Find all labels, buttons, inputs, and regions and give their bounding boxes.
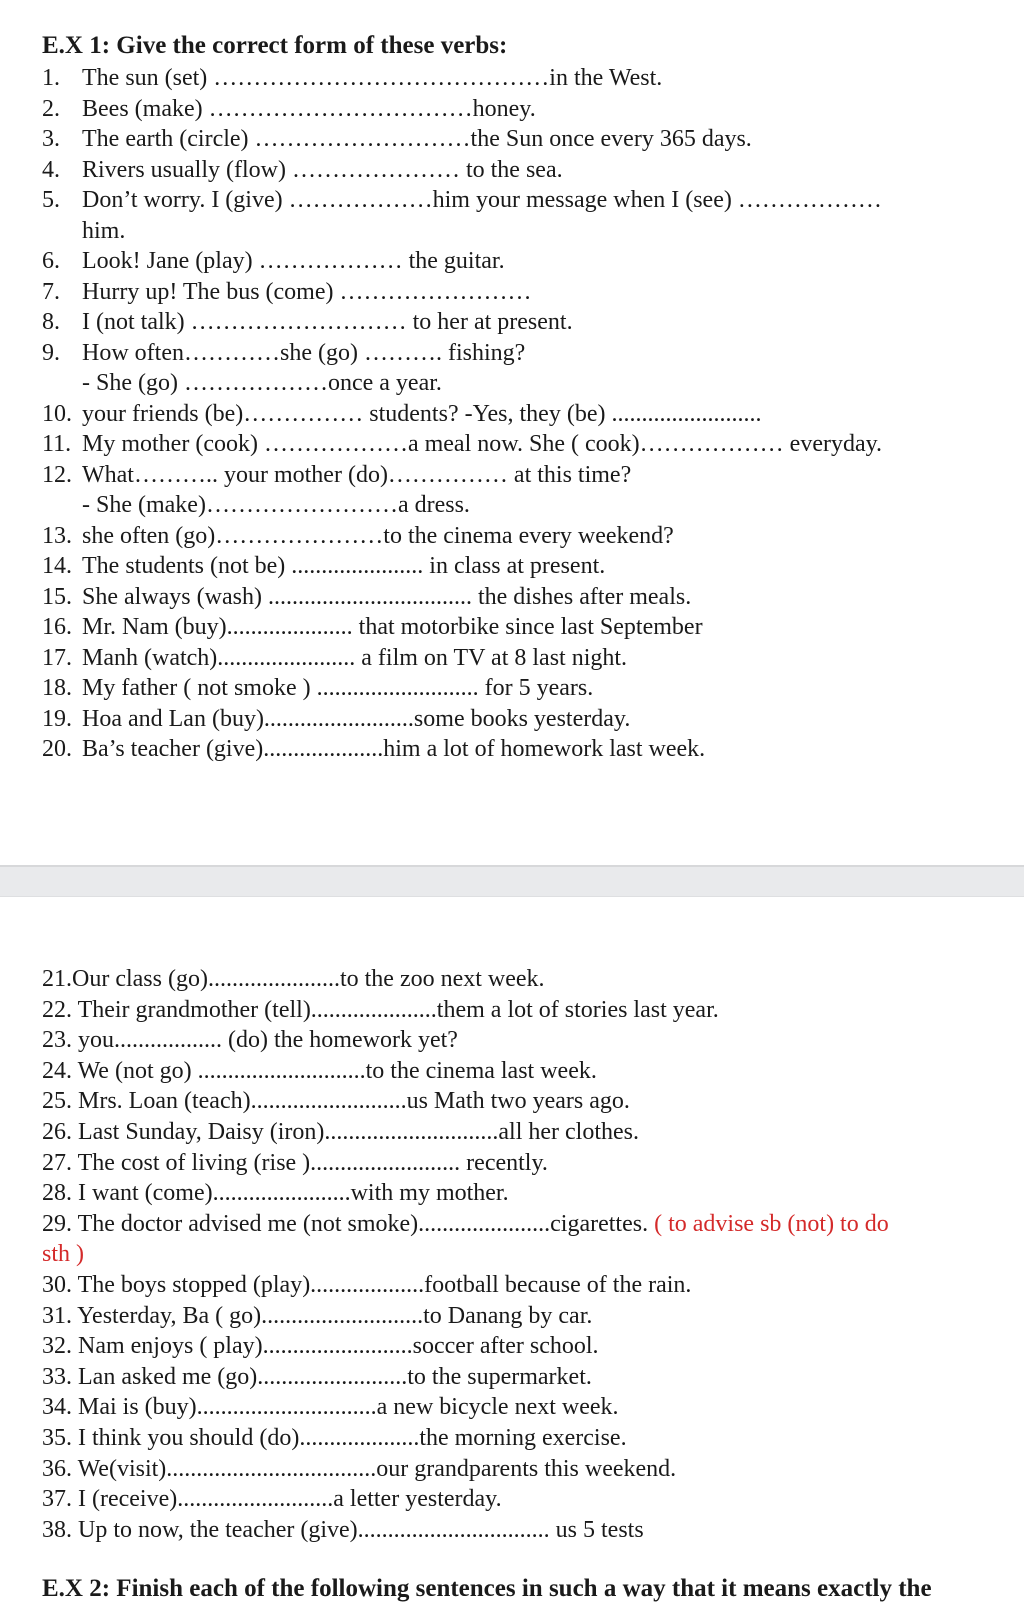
exercise-item: 3. The earth (circle) ………………………the Sun once every 365 days.: [42, 126, 752, 152]
exercise-item: 4. Rivers usually (flow) ………………… to the sea.: [42, 156, 563, 183]
exercise-item: 11. My mother (cook) ………………a meal now. She ( cook)……………… everyday.: [42, 431, 883, 457]
exercise-item: 13. she often (go)…………………to the cinema every weekend?: [42, 522, 674, 549]
exercise-item: 19. Hoa and Lan (buy).........................some books yesterday.: [42, 705, 631, 732]
exercise-item: 38. Up to now, the teacher (give)................................ us 5 tests: [42, 1516, 644, 1543]
exercise-item: him.: [82, 217, 126, 244]
exercise-item: 29. The doctor advised me (not smoke)......................cigarettes. ( to advise sb (not) to do: [42, 1210, 889, 1237]
exercise-item: 5. Don’t worry. I (give) ………………him your message when I (see) ………………: [42, 187, 882, 213]
exercise-item: 30. The boys stopped (play)...................football because of the rain.: [42, 1271, 692, 1298]
exercise-item: 16. Mr. Nam (buy)..................... that motorbike since last September: [42, 614, 703, 640]
exercise-title: E.X 1: Give the correct form of these verbs:: [42, 32, 508, 59]
exercise-item: 12. What……….. your mother (do)…………… at this time?: [42, 461, 632, 488]
exercise-item: 24. We (not go) ............................to the cinema last week.: [42, 1057, 597, 1084]
exercise-item: 9. How often…………she (go) ………. fishing?: [42, 339, 526, 366]
exercise-item: [42, 1239, 1002, 1270]
exercise-item: 27. The cost of living (rise )......................... recently.: [42, 1149, 548, 1176]
exercise-item: 25. Mrs. Loan (teach)..........................us Math two years ago.: [42, 1088, 630, 1115]
page-2: [0, 897, 1024, 1602]
exercise-2-title: E.X 2: Finish each of the following sentences in such a way that it means exactly the: [42, 1575, 932, 1602]
exercise-item: 10. your friends (be)…………… students? -Yes, they (be) .........................: [42, 400, 762, 427]
exercise-item: 36. We(visit)...................................our grandparents this weekend.: [42, 1455, 677, 1482]
exercise-list-1: [42, 63, 1002, 765]
exercise-item: 14. The students (not be) ...................... in class at present.: [42, 553, 606, 579]
exercise-item: 17. Manh (watch)....................... a film on TV at 8 last night.: [42, 644, 628, 671]
page-separator: [0, 865, 1024, 897]
exercise-item: 23. you.................. (do) the homework yet?: [42, 1027, 458, 1054]
exercise-item: 15. She always (wash) .................................. the dishes after meals.: [42, 583, 692, 610]
exercise-item: 37. I (receive)..........................a letter yesterday.: [42, 1486, 502, 1513]
exercise-item: 7. Hurry up! The bus (come) ……………………: [42, 278, 532, 305]
exercise-list-2: [42, 964, 1002, 1545]
exercise-item: 1. The sun (set) ……………………………………in the West.: [42, 65, 663, 91]
exercise-item: 21.Our class (go)......................to the zoo next week.: [42, 966, 545, 992]
exercise-item: 20. Ba’s teacher (give)....................him a lot of homework last week.: [42, 736, 706, 762]
exercise-item: 18. My father ( not smoke ) ........................... for 5 years.: [42, 675, 594, 701]
exercise-item: 33. Lan asked me (go).........................to the supermarket.: [42, 1363, 592, 1390]
exercise-item: 2. Bees (make) ……………………………honey.: [42, 95, 536, 122]
exercise-item: 34. Mai is (buy)..............................a new bicycle next week.: [42, 1394, 619, 1421]
exercise-item: 28. I want (come).......................with my mother.: [42, 1180, 509, 1207]
exercise-item: - She (make)……………………a dress.: [82, 492, 470, 518]
exercise-item: 35. I think you should (do)....................the morning exercise.: [42, 1424, 627, 1451]
exercise-item: 22. Their grandmother (tell).....................them a lot of stories last year.: [42, 996, 719, 1023]
exercise-item: 26. Last Sunday, Daisy (iron).............................all her clothes.: [42, 1118, 640, 1145]
grammar-hint: sth ): [42, 1241, 84, 1268]
exercise-item: - She (go) ………………once a year.: [82, 370, 442, 396]
exercise-item: 8. I (not talk) ……………………… to her at present.: [42, 309, 573, 335]
grammar-hint: ( to advise sb (not) to do: [654, 1210, 889, 1237]
exercise-item: 32. Nam enjoys ( play).........................soccer after school.: [42, 1333, 599, 1360]
exercise-item: 31. Yesterday, Ba ( go)...........................to Danang by car.: [42, 1302, 593, 1329]
exercise-item: 6. Look! Jane (play) ……………… the guitar.: [42, 248, 505, 274]
